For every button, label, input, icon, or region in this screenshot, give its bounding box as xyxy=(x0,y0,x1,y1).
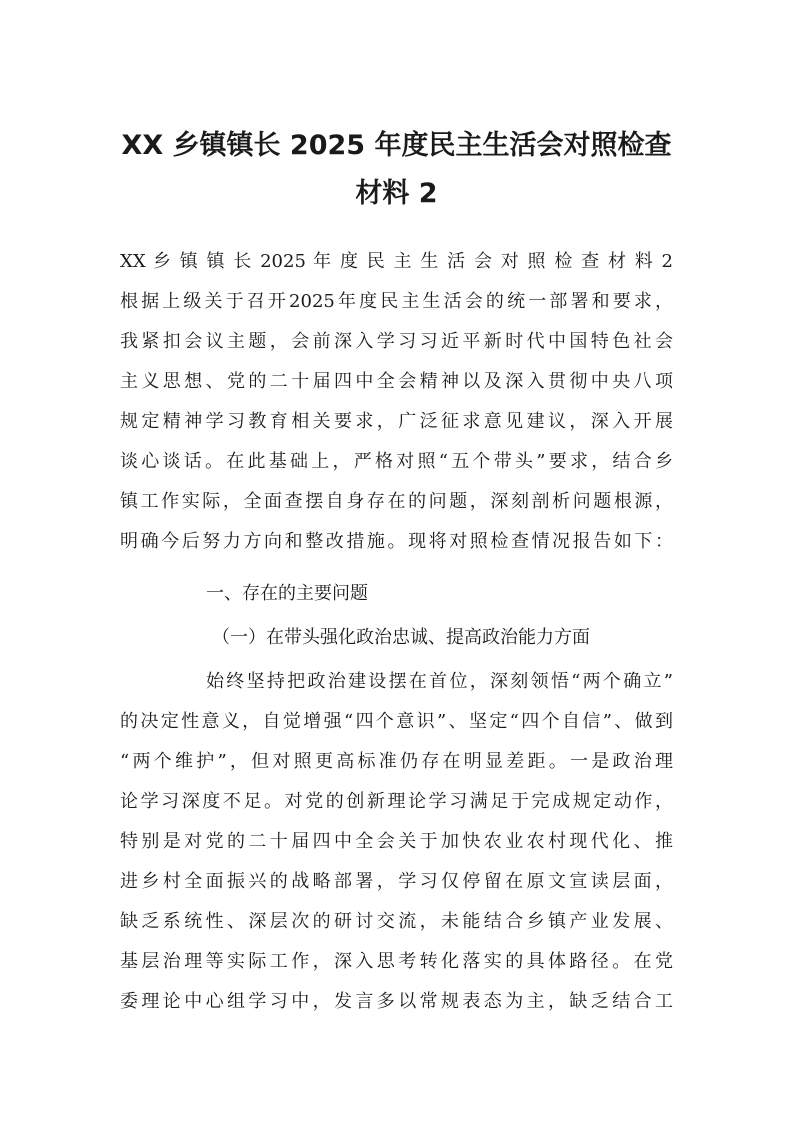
document-title-line-2: 材料 2 xyxy=(355,178,438,209)
paragraph-line: 的决定性意义，自觉增强“四个意识”、坚定“四个自信”、做到 xyxy=(120,711,673,732)
subsection-heading: （一）在带头强化政治忠诚、提高政治能力方面 xyxy=(212,627,590,648)
paragraph-line: 特别是对党的二十届四中全会关于加快农业农村现代化、推 xyxy=(120,831,673,852)
paragraph-line: 主义思想、党的二十届四中全会精神以及深入贯彻中央八项 xyxy=(120,371,673,392)
paragraph-line: 缺乏系统性、深层次的研讨交流，未能结合乡镇产业发展、 xyxy=(120,911,673,932)
paragraph-line: 我紧扣会议主题，会前深入学习习近平新时代中国特色社会 xyxy=(120,331,673,352)
section-heading: 一、存在的主要问题 xyxy=(206,583,368,604)
paragraph-line: 镇工作实际，全面查摆自身存在的问题，深刻剖析问题根源， xyxy=(120,491,673,512)
paragraph-line: 谈心谈话。在此基础上，严格对照“五个带头”要求，结合乡 xyxy=(120,451,673,472)
paragraph-first-line: 始终坚持把政治建设摆在首位，深刻领悟“两个确立” xyxy=(206,671,673,692)
paragraph-line: 明确今后努力方向和整改措施。现将对照检查情况报告如下： xyxy=(120,531,673,552)
paragraph-line: 进乡村全面振兴的战略部署，学习仅停留在原文宣读层面， xyxy=(120,871,673,892)
paragraph-line: 委理论中心组学习中，发言多以常规表态为主，缺乏结合工 xyxy=(120,991,673,1012)
paragraph-line: “两个维护”，但对照更高标准仍存在明显差距。一是政治理 xyxy=(120,751,673,772)
paragraph-line: 根据上级关于召开2025年度民主生活会的统一部署和要求， xyxy=(120,291,673,312)
paragraph-line: 规定精神学习教育相关要求，广泛征求意见建议，深入开展 xyxy=(120,411,673,432)
document-title-line-1: XX 乡镇镇长 2025 年度民主生活会对照检查 xyxy=(121,130,672,161)
paragraph-line: 基层治理等实际工作，深入思考转化落实的具体路径。在党 xyxy=(120,951,673,972)
paragraph-line: 论学习深度不足。对党的创新理论学习满足于完成规定动作， xyxy=(120,791,673,812)
intro-line-1: XX 乡 镇 镇 长 2025 年 度 民 主 生 活 会 对 照 检 查 材 料 2 xyxy=(120,251,673,272)
